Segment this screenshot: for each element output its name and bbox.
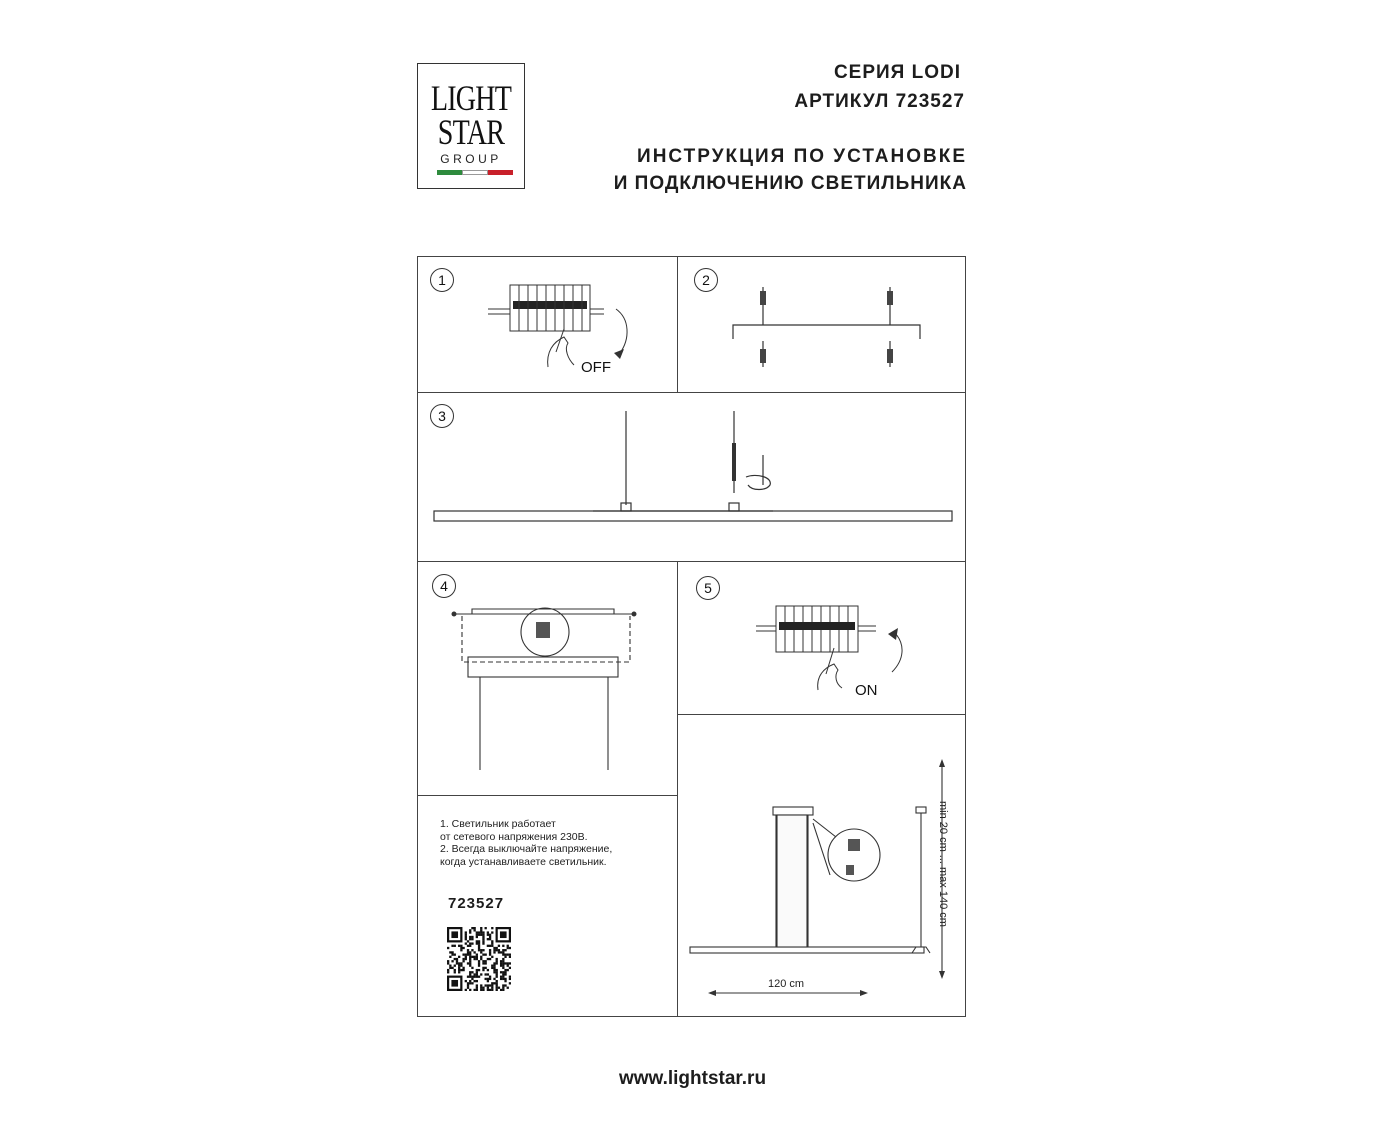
step-4-panel [417, 561, 678, 796]
step-number: 1 [430, 268, 454, 292]
dimensions-panel [677, 714, 966, 1017]
footer-url[interactable] [0, 1068, 1385, 1090]
series-title: СЕРИЯ LODI [833, 62, 961, 83]
qr-code [447, 927, 511, 991]
breaker-on-illustration [678, 562, 967, 716]
safety-notes [440, 818, 612, 868]
instruction-title-line1: ИНСТРУКЦИЯ ПО УСТАНОВКЕ [637, 146, 967, 167]
flag-green [437, 170, 462, 175]
flag-red [488, 170, 513, 175]
step-3-panel [417, 392, 966, 562]
note-line: когда устанавливаете светильник. [440, 855, 607, 868]
step-5-panel [677, 561, 966, 715]
mounting-bracket-illustration [678, 257, 967, 394]
flag-white [462, 170, 489, 175]
note-line: 2. Всегда выключайте напряжение, [440, 843, 613, 855]
product-code: 723527 [448, 895, 505, 912]
step-number: 4 [432, 574, 456, 598]
note-line: от сетевого напряжения 230В. [440, 830, 588, 843]
instruction-title-line2: И ПОДКЛЮЧЕНИЮ СВЕТИЛЬНИКА [613, 173, 967, 194]
logo-line-star: STAR [437, 112, 505, 152]
dimensions-illustration [678, 715, 967, 1018]
cable-attach-illustration [418, 393, 967, 563]
off-label: OFF [581, 359, 611, 376]
brand-logo [417, 63, 525, 189]
step-2-panel [677, 256, 966, 393]
note-line: 1. Светильник работает [440, 818, 556, 830]
step-number: 5 [696, 576, 720, 600]
italian-flag-stripe [437, 170, 513, 175]
height-dimension: min 20 cm ... max 140 cm [937, 801, 949, 927]
footer-url-text[interactable]: www.lightstar.ru [618, 1068, 767, 1089]
notes-panel [417, 795, 678, 1017]
step-number: 3 [430, 404, 454, 428]
logo-line-light: LIGHT [430, 78, 512, 118]
on-label: ON [855, 682, 878, 699]
article-title: АРТИКУЛ 723527 [794, 91, 965, 112]
step-1-panel [417, 256, 678, 393]
step-number: 2 [694, 268, 718, 292]
breaker-off-illustration [418, 257, 679, 394]
width-dimension: 120 cm [768, 978, 805, 990]
canopy-assembly-illustration [418, 562, 679, 797]
logo-line-group: GROUP [440, 152, 502, 166]
